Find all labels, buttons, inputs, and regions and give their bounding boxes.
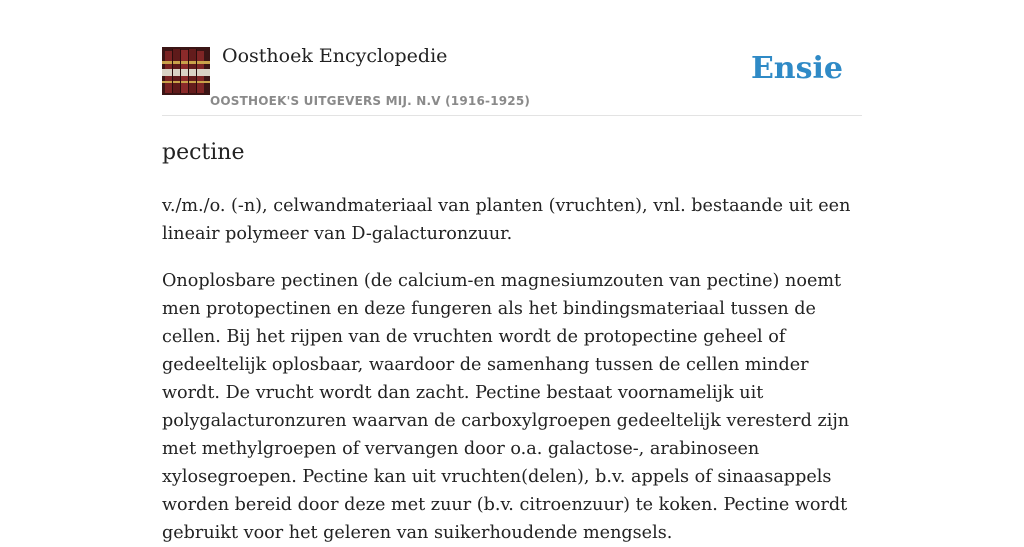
publisher-label: OOSTHOEK'S UITGEVERS MIJ. N.V (1916-1925) <box>210 94 531 108</box>
entry-title: pectine <box>162 140 245 165</box>
entry-paragraph-description: Onoplosbare pectinen (de calcium-en magnesiumzouten van pectine) noemt men protopectinen en deze fungeren als het bindingsmateriaal tussen de cellen. Bij het rijpen van de vruchten wordt de protopectine geheel of gedeeltelijk oplosbaar, waardoor de samenhang tussen de cellen minder wordt. De vrucht wordt dan zacht. Pectine bestaat voornamelijk uit polygalacturonzuren waarvan de carboxylgroepen gedeeltelijk veresterd zijn met methylgroepen of vervangen door o.a. galactose-, arabinoseen xylosegroepen. Pectine kan uit vruchten(delen), b.v. appels of sinaasappels worden bereid door deze met zuur (b.v. citroenzuur) te koken. Pectine wordt gebruikt voor het geleren van suikerhoudende mengsels. <box>162 271 850 543</box>
source-header <box>162 0 862 116</box>
source-title-link[interactable]: Oosthoek Encyclopedie <box>222 45 448 67</box>
encyclopedia-books-icon[interactable] <box>162 47 210 95</box>
content-container <box>162 0 862 543</box>
entry-paragraph-definition: v./m./o. (-n), celwandmateriaal van planten (vruchten), vnl. bestaande uit een lineair polymeer van D-galacturonzuur. <box>162 196 851 244</box>
ensie-logo-link[interactable]: Ensie <box>750 51 843 86</box>
